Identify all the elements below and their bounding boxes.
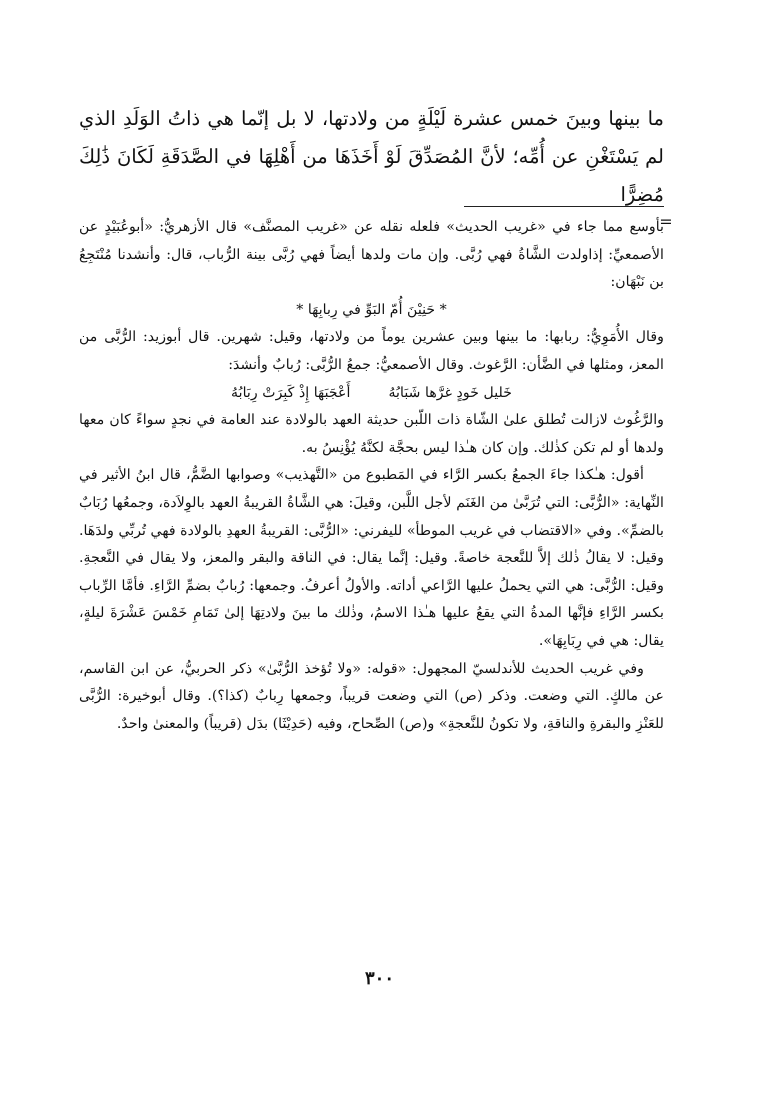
- verse-couplet: [79, 380, 664, 408]
- page-number: ٣٠٠: [364, 968, 394, 989]
- verse-hemistich: أَعْجَبَهَا إِذْ كَبِرَتْ رِبَابُهُ: [231, 384, 351, 401]
- note-paragraph: وفي غريب الحديث للأندلسيّ المجهول: «قوله: «ولا تُؤخذ الرُّبَّىٰ» ذكر الحربيُّ، عن ابن القاسم، عن مالكٍ. التي وضعت. وذكر (ص) التي وضعت قريباً، وجمعها رِبابٌ (كذا؟). وقال أبوخيرة: الرُّبَّى للعَنْزِ والبقرةِ والناقةِ، ولا تكونُ للنَّعجةِ» و(ص) الصِّحاح، وفيه (حَدِيْثَا) بدَل (قريباً) والمعنىٰ واحدٌ.: [79, 660, 664, 732]
- footnotes: [79, 214, 664, 738]
- note-paragraph: والرَّغُوث لازالت تُطلق علىٰ الشّاة ذات اللّبن حديثة العهد بالولادة عند العامة في نجدٍ سواءً كان معها ولدها أو لم تكن كذٰلك. وإن كان هـٰذا ليس بحجَّة لكنَّهُ يُؤْنِسُ به.: [79, 412, 664, 456]
- verse-hemistich: خَليل خَودٍ غرَّها شَبَابُهُ: [388, 384, 512, 401]
- footnote-separator: [464, 206, 664, 207]
- note-paragraph: وقال الأُمَوِيُّ: ربابها: ما بينها وبين عشرين يوماً من ولادتها، وقيل: شهرين. قال أبوزيد: الرُّبَّى من المعز، ومثلها في الضَّأن: الرَّغوث. وقال الأصمعيُّ: جمعُ الرُّبَّى: رُبابٌ وأنشدَ:: [79, 329, 664, 373]
- note-paragraph: بأوسع مما جاء في «غريب الحديث» فلعله نقله عن «غريب المصنَّف» قال الأزهريُّ: «أبوعُبَيْدٍ عن الأصمعيِّ: إذاولدت الشَّاةُ فهي رُبَّى. وإن مات ولدها أيضاً فهي رُبَّى بينة الرُّباب، قال: وأنشدنا مُنْتَجِعُ بن نَبْهَان:: [79, 219, 664, 291]
- verse-line: * حَنِيْنَ أُمّ البَوِّ في رِبابِهَا *: [296, 301, 447, 318]
- footnote-continuation-marker: =: [659, 212, 673, 231]
- main-text: ما بينها وبينَ خمس عشرة لَيْلَةٍ من ولادتها، لا بل إنّما هي ذاتُ الوَلَدِ الذي لم يَسْتَغْنِ عن أُمِّه؛ لأنَّ المُصَدِّقَ لَوْ أَخَذَهَا من أَهْلِهَا في الصَّدَقَةِ لَكَانَ ذَٰلِكَ مُضِرًّا: [79, 107, 664, 206]
- note-paragraph: أقول: هـٰكذا جاءَ الجمعُ بكسر الرَّاء في المَطبوع من «التَّهذيب» وصوابها الضَّمُّ، قال ابنُ الأثير في النِّهاية: «الرُّبَّى: التي تُرَبَّىٰ من الغَنَم لأجل اللَّبن، وقيلَ: هي الشَّاةُ القريبةُ العهد بالوِلاَدة، وجمعُها رُبَابٌ بالضمِّ». وفي «الاقتضاب في غريب الموطأ» لليفرني: «الرُّبَّى: القريبةُ العهدِ بالولادة فهي تُربِّي ولدَهَا. وقيل: لا يقالُ ذٰلك إلاَّ للنَّعجة خاصةً. وقيل: إنَّما يقال: في الناقة والبقر والمعز، ولا يقال في النَّعجةِ. وقيل: الرُّبَّى: هي التي يحملُ عليها الرَّاعي أداته. والأولُ أعرفُ. وجمعها: رُبابٌ بضمِّ الرَّاءِ. فأمَّا الرِّباب بكسر الرَّاءِ فإنَّها المدةُ التي يقعُ عليها هـٰذا الاسمُ، وذٰلك ما بينَ ولادتِهَا إلىٰ تَمَامِ خَمْسَ عَشْرَةَ ليلةٍ، يقال: هي في رِبَابِهَا».: [79, 467, 664, 649]
